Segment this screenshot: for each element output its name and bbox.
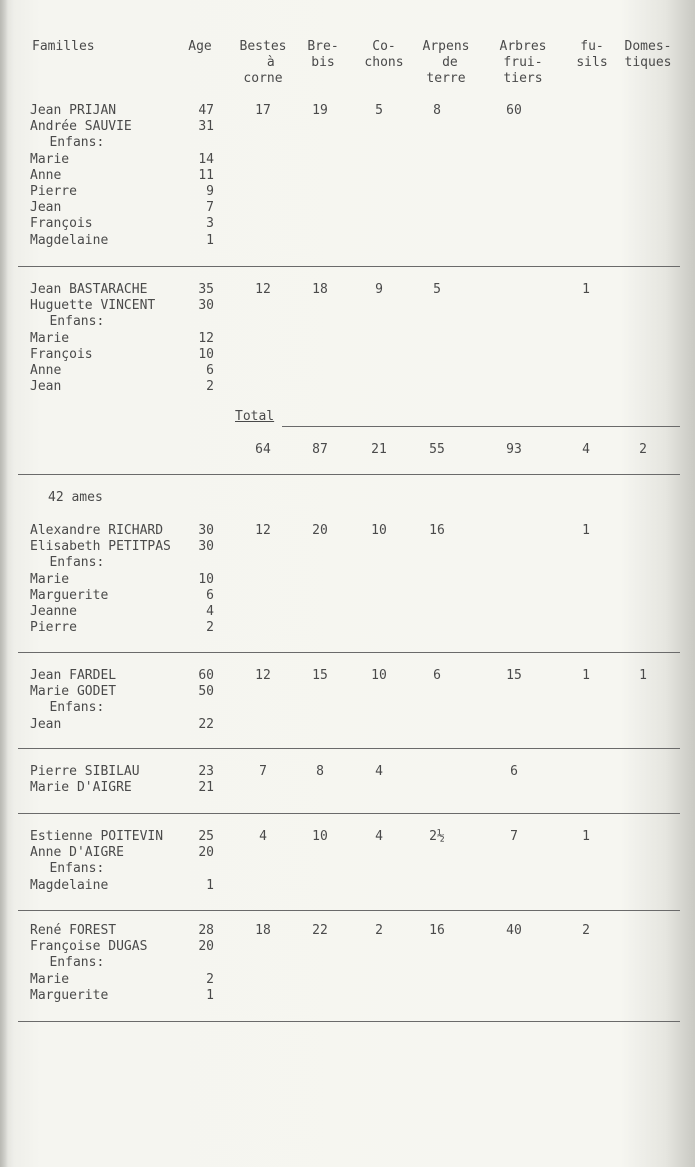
holding-value: 7: [259, 764, 267, 779]
holding-value: 4: [259, 829, 267, 844]
member-name: Andrée SAUVIE: [30, 119, 132, 134]
holding-value: 1: [582, 282, 590, 297]
block-divider: [18, 748, 680, 749]
holding-value: 1: [639, 668, 647, 683]
holding-value: 10: [371, 523, 387, 538]
holding-value: 9: [375, 282, 383, 297]
member-name: Jean: [30, 717, 62, 732]
member-name: Alexandre RICHARD: [30, 523, 164, 538]
holding-value: 5: [375, 103, 383, 118]
holding-value: 40: [506, 923, 522, 938]
member-name: Magdelaine: [30, 233, 109, 248]
header-arbres: Arbres frui- tiers: [499, 39, 547, 86]
member-age: 30: [198, 539, 214, 554]
member-age: 11: [198, 168, 214, 183]
member-age: 22: [198, 717, 214, 732]
member-age: 4: [206, 604, 214, 619]
page-spine-shadow: [0, 0, 8, 1167]
holding-value: 1: [582, 523, 590, 538]
member-name: René FOREST: [30, 923, 117, 938]
holding-value: 4: [375, 829, 383, 844]
member-name: Jean PRIJAN: [30, 103, 117, 118]
holding-value: 7: [510, 829, 518, 844]
member-name: Enfans:: [26, 861, 105, 876]
holding-value: 10: [371, 668, 387, 683]
member-age: 14: [198, 152, 214, 167]
holding-value: 8: [433, 103, 441, 118]
member-age: 25: [198, 829, 214, 844]
header-arpens: Arpens de terre: [422, 39, 470, 86]
total-value: 55: [429, 442, 445, 457]
member-name: Françoise DUGAS: [30, 939, 148, 954]
total-value: 87: [312, 442, 328, 457]
holding-value: 1: [582, 668, 590, 683]
member-name: Marie GODET: [30, 684, 117, 699]
member-age: 9: [206, 184, 214, 199]
member-name: Marie: [30, 331, 70, 346]
member-age: 2: [206, 972, 214, 987]
holding-value: 60: [506, 103, 522, 118]
member-age: 20: [198, 939, 214, 954]
ames-note: 42 ames: [48, 490, 103, 505]
member-name: Jean: [30, 379, 62, 394]
holding-value: 4: [375, 764, 383, 779]
holding-value: 15: [312, 668, 328, 683]
member-age: 1: [206, 233, 214, 248]
member-age: 31: [198, 119, 214, 134]
header-cochons: Co- chons: [364, 39, 404, 70]
member-name: Huguette VINCENT: [30, 298, 156, 313]
member-age: 60: [198, 668, 214, 683]
holding-value: 18: [255, 923, 271, 938]
member-age: 28: [198, 923, 214, 938]
total-value: 64: [255, 442, 271, 457]
header-familles: Familles: [32, 39, 95, 54]
block-divider: [18, 266, 680, 267]
member-age: 10: [198, 572, 214, 587]
member-name: Pierre: [30, 184, 77, 199]
total-rule: [282, 426, 680, 427]
holding-value: 2: [375, 923, 383, 938]
block-divider: [18, 813, 680, 814]
member-name: Estienne POITEVIN: [30, 829, 164, 844]
member-name: Pierre SIBILAU: [30, 764, 140, 779]
member-age: 21: [198, 780, 214, 795]
block-divider: [18, 1021, 680, 1022]
member-age: 35: [198, 282, 214, 297]
member-name: Jeanne: [30, 604, 77, 619]
member-name: Marie: [30, 972, 70, 987]
member-age: 3: [206, 216, 214, 231]
member-name: Pierre: [30, 620, 77, 635]
member-name: Marie: [30, 152, 70, 167]
holding-value: 6: [433, 668, 441, 683]
header-age: Age: [188, 39, 212, 54]
member-age: 7: [206, 200, 214, 215]
member-name: Marguerite: [30, 988, 109, 1003]
holding-value: 15: [506, 668, 522, 683]
member-name: Enfans:: [26, 135, 105, 150]
holding-value: 10: [312, 829, 328, 844]
header-domestiques: Domes- tiques: [624, 39, 672, 70]
header-bestes: Bestes à corne: [239, 39, 287, 86]
member-name: Jean FARDEL: [30, 668, 117, 683]
member-age: 6: [206, 588, 214, 603]
member-name: Anne: [30, 168, 62, 183]
member-age: 30: [198, 523, 214, 538]
member-age: 1: [206, 988, 214, 1003]
holding-value: 18: [312, 282, 328, 297]
member-name: François: [30, 216, 93, 231]
member-age: 20: [198, 845, 214, 860]
member-name: Marie D'AIGRE: [30, 780, 132, 795]
holding-value: 12: [255, 282, 271, 297]
member-name: François: [30, 347, 93, 362]
holding-value: 19: [312, 103, 328, 118]
member-age: 30: [198, 298, 214, 313]
member-age: 6: [206, 363, 214, 378]
member-name: Marguerite: [30, 588, 109, 603]
holding-value: 16: [429, 523, 445, 538]
holding-value: 5: [433, 282, 441, 297]
holding-value: 22: [312, 923, 328, 938]
member-name: Enfans:: [26, 955, 105, 970]
block-divider: [18, 910, 680, 911]
holding-value: 1: [582, 829, 590, 844]
member-name: Enfans:: [26, 700, 105, 715]
total-value: 93: [506, 442, 522, 457]
member-age: 2: [206, 379, 214, 394]
holding-value: 2½: [429, 829, 445, 844]
member-age: 12: [198, 331, 214, 346]
total-value: 4: [582, 442, 590, 457]
member-age: 10: [198, 347, 214, 362]
holding-value: 20: [312, 523, 328, 538]
holding-value: 17: [255, 103, 271, 118]
member-name: Enfans:: [26, 314, 105, 329]
holding-value: 8: [316, 764, 324, 779]
member-name: Enfans:: [26, 555, 105, 570]
member-name: Jean: [30, 200, 62, 215]
total-value: 2: [639, 442, 647, 457]
member-age: 50: [198, 684, 214, 699]
block-divider: [18, 474, 680, 475]
header-fusils: fu- sils: [576, 39, 608, 70]
holding-value: 2: [582, 923, 590, 938]
holding-value: 16: [429, 923, 445, 938]
holding-value: 12: [255, 523, 271, 538]
member-name: Magdelaine: [30, 878, 109, 893]
total-value: 21: [371, 442, 387, 457]
member-name: Marie: [30, 572, 70, 587]
holding-value: 6: [510, 764, 518, 779]
holding-value: 12: [255, 668, 271, 683]
total-label: Total: [235, 409, 275, 424]
member-name: Elisabeth PETITPAS: [30, 539, 171, 554]
member-age: 2: [206, 620, 214, 635]
block-divider: [18, 652, 680, 653]
member-age: 47: [198, 103, 214, 118]
member-name: Anne: [30, 363, 62, 378]
member-name: Anne D'AIGRE: [30, 845, 124, 860]
member-name: Jean BASTARACHE: [30, 282, 148, 297]
header-brebis: Bre- bis: [307, 39, 339, 70]
member-age: 1: [206, 878, 214, 893]
member-age: 23: [198, 764, 214, 779]
